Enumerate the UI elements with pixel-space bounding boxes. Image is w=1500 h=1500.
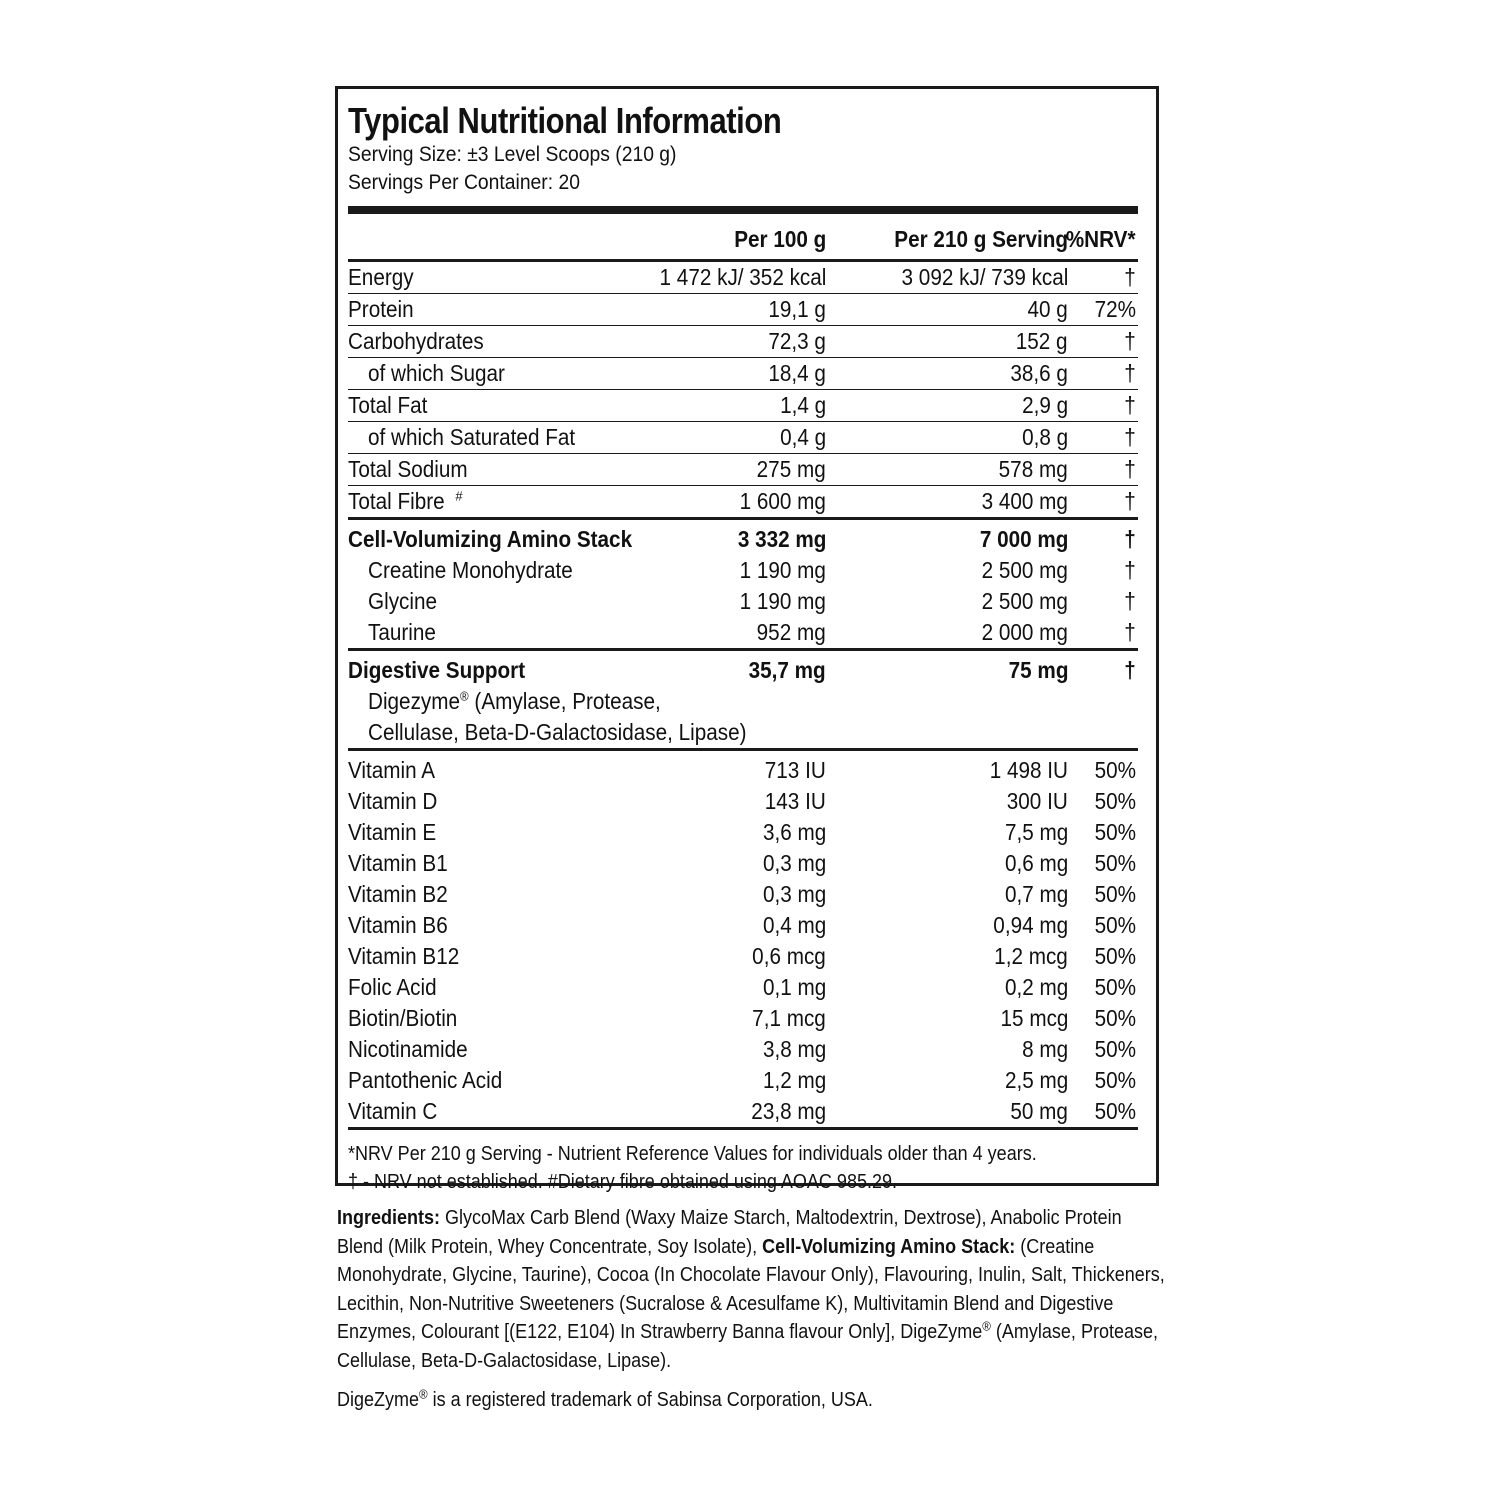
cell-per100: 1 190 mg: [739, 588, 826, 614]
serving-size: Serving Size: ±3 Level Scoops (210 g): [348, 143, 677, 166]
cell-name: Digestive Support: [348, 657, 526, 683]
table-row: [348, 848, 1138, 879]
amino-stack-header-row: [348, 524, 1138, 555]
cell-serving: 38,6 g: [1010, 360, 1068, 386]
cell-nrv: 50%: [1094, 974, 1136, 1000]
table-row: [348, 910, 1138, 941]
cell-serving: 0,8 g: [1021, 424, 1068, 450]
cell-name: Vitamin E: [348, 819, 437, 845]
vitamin-table: [348, 755, 1138, 1130]
cell-per100: 1 472 kJ/ 352 kcal: [659, 264, 826, 290]
cell-serving: 300 IU: [1007, 788, 1068, 814]
cell-per100: 35,7 mg: [748, 657, 826, 683]
cell-serving: 8 mg: [1021, 1036, 1068, 1062]
cell-serving: 0,2 mg: [1004, 974, 1068, 1000]
column-serving: Per 210 g Serving: [894, 226, 1068, 252]
cell-name: Total Fibre: [348, 488, 445, 514]
footnote-dagger: † - NRV not established. #Dietary fibre obtained using AOAC 985.29.: [348, 1171, 897, 1193]
table-row: [348, 586, 1138, 617]
cell-per100: 3,6 mg: [762, 819, 826, 845]
cell-nrv: †: [1124, 526, 1136, 552]
cell-nrv: 50%: [1094, 1036, 1136, 1062]
cell-nrv: 50%: [1094, 1005, 1136, 1031]
cell-per100: 952 mg: [756, 619, 826, 645]
cell-per100: 275 mg: [756, 456, 826, 482]
cell-nrv: 50%: [1094, 912, 1136, 938]
cell-serving: 0,7 mg: [1004, 881, 1068, 907]
cell-name: Cell-Volumizing Amino Stack: [348, 526, 633, 552]
cell-per100: 72,3 g: [768, 328, 826, 354]
cell-per100: 0,3 mg: [762, 850, 826, 876]
cell-name: Vitamin B12: [348, 943, 460, 969]
table-row: [348, 262, 1138, 294]
digezyme-description-line2: Cellulase, Beta-D-Galactosidase, Lipase): [348, 717, 1138, 751]
ingredients-text: Ingredients: GlycoMax Carb Blend (Waxy Maize Starch, Maltodextrin, Dextrose), Anabolic Protein Blend (Milk Protein, Whey Concentrate, Soy Isolate), Cell-Volumizing Amino Stack: (Creatine Monohydrate, Glycine, Taurine), Cocoa (In Chocolate Flavour Only), Flavouring, Inulin, Salt, Thickeners, Lecithin, Non-Nutritive Sweeteners (Sucralose & Acesulfame K), Multivitamin Blend and Digestive Enzymes, Colourant [(E122, E104) In Strawberry Banna flavour Only], DigeZyme® (Amylase, Protease, Cellulase, Beta-D-Galactosidase, Lipase).: [337, 1207, 1165, 1372]
cell-name: of which Sugar: [368, 360, 505, 386]
trademark-note: DigeZyme® is a registered trademark of Sabinsa Corporation, USA.: [337, 1386, 873, 1411]
cell-per100: 713 IU: [765, 757, 826, 783]
cell-nrv: †: [1124, 488, 1136, 514]
cell-name: Vitamin B2: [348, 881, 448, 907]
cell-name: Glycine: [368, 588, 438, 614]
cell-serving: 3 400 mg: [981, 488, 1068, 514]
cell-name: Vitamin D: [348, 788, 438, 814]
cell-per100: 1,2 mg: [762, 1067, 826, 1093]
cell-serving: 2,5 mg: [1004, 1067, 1068, 1093]
cell-name: Nicotinamide: [348, 1036, 468, 1062]
cell-per100: 18,4 g: [768, 360, 826, 386]
cell-nrv: †: [1124, 264, 1136, 290]
cell-per100: 0,6 mcg: [752, 943, 826, 969]
servings-per-container: Servings Per Container: 20: [348, 171, 580, 194]
cell-name: of which Saturated Fat: [368, 424, 576, 450]
cell-serving: 15 mcg: [1000, 1005, 1068, 1031]
cell-serving: 0,6 mg: [1004, 850, 1068, 876]
cell-serving: 578 mg: [998, 456, 1068, 482]
cell-serving: 0,94 mg: [993, 912, 1068, 938]
cell-serving: 152 g: [1016, 328, 1068, 354]
cell-name: Protein: [348, 296, 414, 322]
cell-nrv: 50%: [1094, 1067, 1136, 1093]
amino-stack-table: [348, 524, 1138, 651]
footnotes: [348, 1140, 1138, 1196]
table-row: [348, 358, 1138, 390]
cell-nrv: †: [1124, 619, 1136, 645]
table-row: [348, 422, 1138, 454]
cell-nrv: 50%: [1094, 1098, 1136, 1124]
cell-serving: 7 000 mg: [979, 526, 1068, 552]
ingredients-label: Ingredients:: [337, 1207, 441, 1229]
fibre-hash-sup: #: [455, 488, 463, 504]
cell-name: Carbohydrates: [348, 328, 484, 354]
cell-per100: 7,1 mcg: [752, 1005, 826, 1031]
cell-per100: 19,1 g: [768, 296, 826, 322]
table-row: [348, 1065, 1138, 1096]
digestive-support-table: [348, 655, 1138, 751]
cell-serving: 7,5 mg: [1004, 819, 1068, 845]
cell-nrv: †: [1124, 557, 1136, 583]
column-header-row: [348, 214, 1138, 262]
digezyme-description-line1: Digezyme® (Amylase, Protease,: [368, 688, 661, 714]
table-row: [348, 755, 1138, 786]
footnote-nrv: *NRV Per 210 g Serving - Nutrient Reference Values for individuals older than 4 years.: [348, 1143, 1037, 1165]
table-row: [348, 294, 1138, 326]
cell-per100: 1 190 mg: [739, 557, 826, 583]
cell-nrv: †: [1124, 360, 1136, 386]
table-row: [348, 555, 1138, 586]
cell-name: Creatine Monohydrate: [368, 557, 573, 583]
cell-name: Total Fat: [348, 392, 428, 418]
table-row: [348, 454, 1138, 486]
table-row: [348, 1003, 1138, 1034]
cell-nrv: †: [1124, 456, 1136, 482]
cell-serving: 2 000 mg: [981, 619, 1068, 645]
cell-per100: 0,4 mg: [762, 912, 826, 938]
panel-title: Typical Nutritional Information: [348, 100, 782, 141]
cell-per100: 0,3 mg: [762, 881, 826, 907]
column-nrv: %NRV*: [1066, 226, 1136, 252]
cell-name: Energy: [348, 264, 414, 290]
cell-nrv: †: [1124, 424, 1136, 450]
table-row: [348, 786, 1138, 817]
cell-nrv: 50%: [1094, 943, 1136, 969]
cell-nrv: 72%: [1094, 296, 1136, 322]
cell-serving: 40 g: [1027, 296, 1068, 322]
cell-per100: 3 332 mg: [737, 526, 826, 552]
cell-serving: 1 498 IU: [989, 757, 1068, 783]
cell-per100: 0,1 mg: [762, 974, 826, 1000]
table-row: [348, 486, 1138, 520]
table-row: [348, 941, 1138, 972]
cell-name: Total Sodium: [348, 456, 468, 482]
cell-nrv: 50%: [1094, 881, 1136, 907]
cell-name: Biotin/Biotin: [348, 1005, 458, 1031]
cell-name: Pantothenic Acid: [348, 1067, 503, 1093]
table-row: [348, 326, 1138, 358]
cell-nrv: 50%: [1094, 788, 1136, 814]
cell-name: Vitamin C: [348, 1098, 438, 1124]
cell-name: Vitamin A: [348, 757, 436, 783]
top-thick-rule: [348, 206, 1138, 214]
cell-nrv: †: [1124, 657, 1136, 683]
cell-nrv: †: [1124, 392, 1136, 418]
cell-nrv: †: [1124, 588, 1136, 614]
cell-serving: 1,2 mcg: [994, 943, 1068, 969]
cell-per100: 143 IU: [765, 788, 826, 814]
cell-per100: 3,8 mg: [762, 1036, 826, 1062]
cell-nrv: †: [1124, 328, 1136, 354]
table-row: [348, 1096, 1138, 1130]
cell-per100: 1 600 mg: [739, 488, 826, 514]
cell-name: Vitamin B1: [348, 850, 448, 876]
column-per100: Per 100 g: [733, 226, 826, 252]
cell-serving: 3 092 kJ/ 739 kcal: [901, 264, 1068, 290]
cell-per100: 1,4 g: [779, 392, 826, 418]
cell-serving: 2 500 mg: [981, 557, 1068, 583]
table-row: [348, 972, 1138, 1003]
cell-serving: 50 mg: [1010, 1098, 1068, 1124]
cell-nrv: 50%: [1094, 757, 1136, 783]
table-row: [348, 617, 1138, 651]
cell-nrv: 50%: [1094, 819, 1136, 845]
amino-stack-label: Cell-Volumizing Amino Stack:: [762, 1235, 1016, 1258]
table-row: [348, 817, 1138, 848]
cell-per100: 0,4 g: [779, 424, 826, 450]
cell-name: Folic Acid: [348, 974, 437, 1000]
table-row: [348, 1034, 1138, 1065]
cell-serving: 2,9 g: [1021, 392, 1068, 418]
cell-serving: 2 500 mg: [981, 588, 1068, 614]
nutrition-panel: [335, 86, 1159, 1193]
cell-nrv: 50%: [1094, 850, 1136, 876]
digestive-support-header-row: [348, 655, 1138, 686]
cell-serving: 75 mg: [1008, 657, 1068, 683]
table-row: [348, 390, 1138, 422]
cell-per100: 23,8 mg: [751, 1098, 826, 1124]
macro-table: [348, 262, 1138, 520]
table-row: [348, 879, 1138, 910]
cell-name: Taurine: [368, 619, 436, 645]
cell-name: Vitamin B6: [348, 912, 448, 938]
